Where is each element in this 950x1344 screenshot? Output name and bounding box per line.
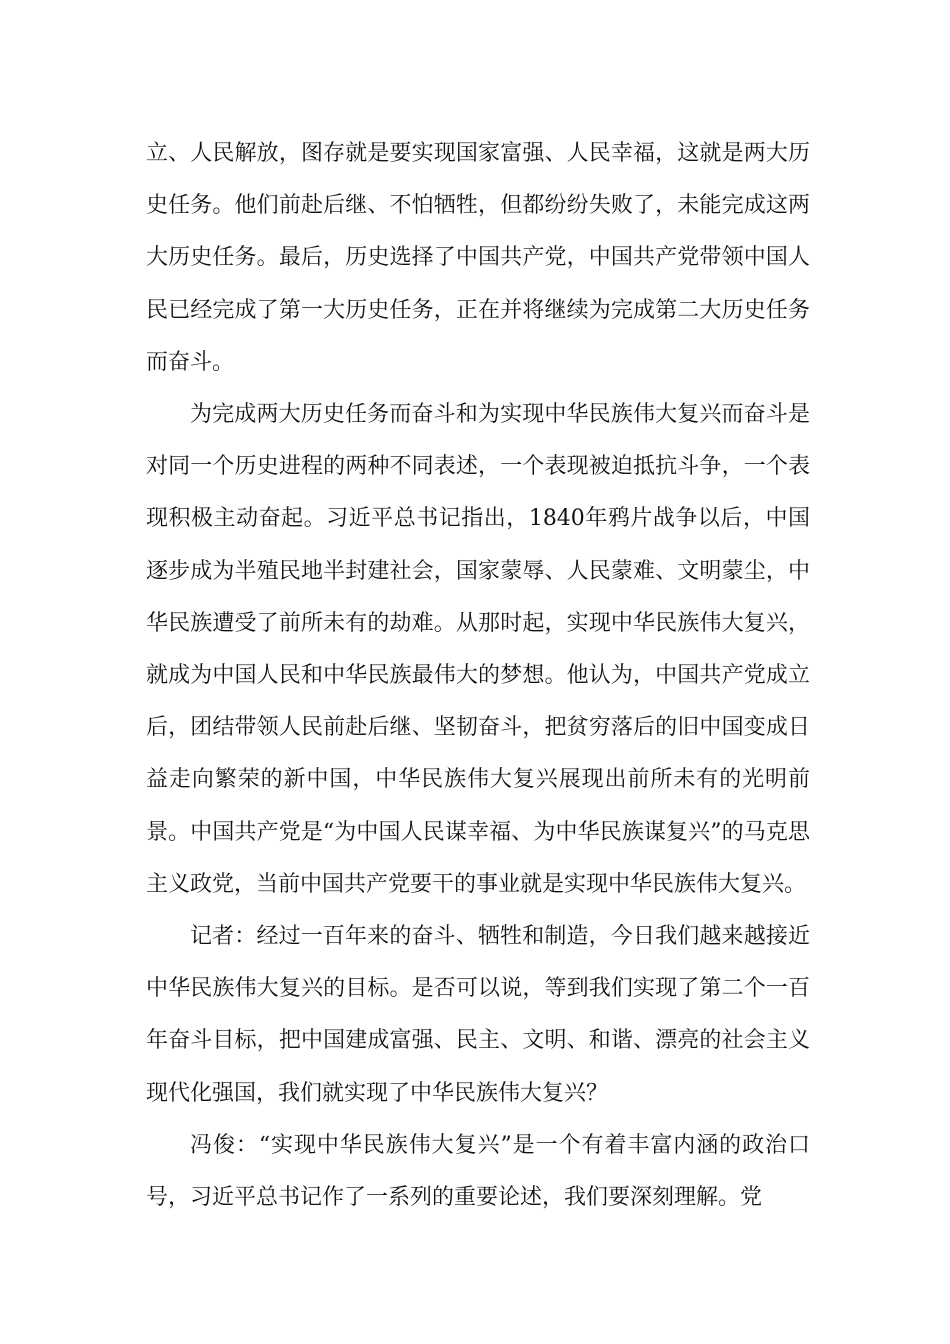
- paragraph-reporter-question: 记者：经过一百年来的奋斗、牺牲和制造，今日我们越来越接近中华民族伟大复兴的目标。是否可以说，等到我们实现了第二个一百年奋斗目标，把中国建成富强、民主、文明、和谐、漂亮的社会主义现代化强国，我们就实现了中华民族伟大复兴？: [146, 924, 810, 1106]
- paragraph-continuation: 立、人民解放，图存就是要实现国家富强、人民幸福，这就是两大历史任务。他们前赴后继、不怕牺牲，但都纷纷失败了，未能完成这两大历史任务。最后，历史选择了中国共产党，中国共产党带领中国人民已经完成了第一大历史任务，正在并将继续为完成第二大历史任务而奋斗。: [146, 141, 810, 375]
- paragraph-feng-jun-answer: 冯俊：“实现中华民族伟大复兴”是一个有着丰富内涵的政治口号，习近平总书记作了一系列的重要论述，我们要深刻理解。党: [146, 1132, 810, 1211]
- paragraph-two-tasks: 为完成两大历史任务而奋斗和为实现中华民族伟大复兴而奋斗是对同一个历史进程的两种不同表述，一个表现被迫抵抗斗争，一个表现积极主动奋起。习近平总书记指出，1840年鸦片战争以后，中国逐步成为半殖民地半封建社会，国家蒙辱、人民蒙难、文明蒙尘，中华民族遭受了前所未有的劫难。从那时起，实现中华民族伟大复兴，就成为中国人民和中华民族最伟大的梦想。他认为，中国共产党成立后，团结带领人民前赴后继、坚韧奋斗，把贫穷落后的旧中国变成日益走向繁荣的新中国，中华民族伟大复兴展现出前所未有的光明前景。中国共产党是“为中国人民谋幸福、为中华民族谋复兴”的马克思主义政党，当前中国共产党要干的事业就是实现中华民族伟大复兴。: [146, 402, 810, 897]
- document-body: [146, 128, 810, 1224]
